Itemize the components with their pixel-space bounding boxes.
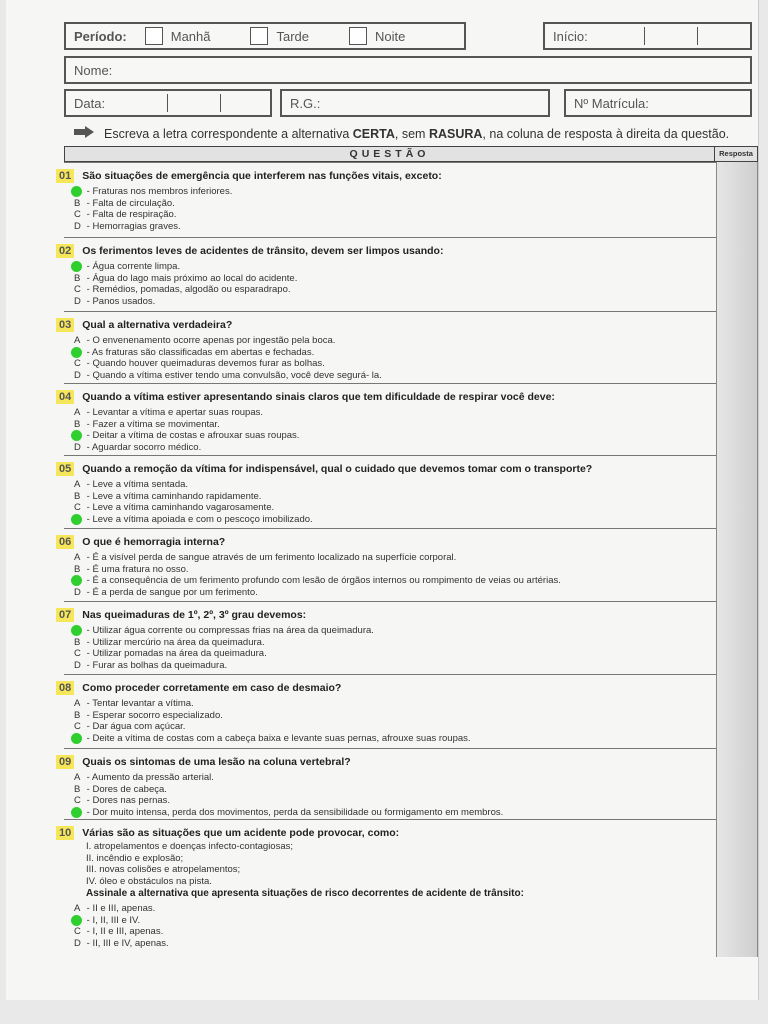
period-row	[64, 22, 466, 50]
option-text: Fazer a vítima se movimentar.	[92, 418, 220, 430]
option-text: Quando a vítima estiver tendo uma convulsão, você deve segurá- la.	[92, 369, 382, 381]
table-header	[64, 146, 758, 162]
option-c[interactable]	[74, 358, 716, 370]
option-list	[74, 698, 716, 744]
selected-mark-icon	[71, 261, 82, 272]
option-text: II e III, apenas.	[92, 903, 156, 914]
selected-mark-icon	[71, 430, 82, 441]
periodo-label: Período:	[74, 28, 127, 44]
option-letter: A	[74, 552, 81, 563]
option-separator: -	[84, 586, 93, 598]
option-letter: A	[74, 698, 81, 709]
option-separator: -	[84, 625, 93, 636]
option-separator: -	[84, 772, 92, 783]
option-separator: -	[84, 648, 93, 659]
option-d[interactable]	[74, 296, 716, 308]
option-d[interactable]	[74, 514, 716, 526]
option-letter: D	[74, 659, 81, 671]
question-title	[59, 460, 716, 477]
option-separator: -	[84, 552, 93, 563]
option-d[interactable]	[74, 442, 716, 454]
option-text: Deite a vítima de costas com a cabeça baixa e levante suas pernas, afrouxe suas roupas.	[92, 732, 471, 744]
option-separator: -	[84, 709, 93, 721]
option-d[interactable]	[74, 587, 716, 599]
option-text: Esperar socorro especializado.	[92, 709, 223, 721]
option-letter: A	[74, 772, 81, 783]
statement: II. incêndio e explosão;	[86, 852, 184, 864]
option-separator: -	[84, 490, 93, 502]
option-c[interactable]	[74, 209, 716, 221]
option-text: Furar as bolhas da queimadura.	[92, 659, 228, 671]
divider	[697, 27, 698, 45]
question-number: 08	[56, 681, 74, 695]
option-separator: -	[84, 659, 93, 671]
option-separator: -	[84, 335, 93, 346]
option-text: Dar água com açúcar.	[92, 721, 186, 732]
option-d[interactable]	[74, 733, 716, 745]
option-text: Aumento da pressão arterial.	[91, 772, 214, 783]
option-separator: -	[84, 358, 93, 369]
option-letter: B	[74, 197, 81, 209]
option-b[interactable]	[74, 784, 716, 796]
option-text: O envenenamento ocorre apenas por ingestão pela boca.	[92, 335, 336, 346]
option-text: É a perda de sangue por um ferimento.	[92, 586, 258, 598]
question-number: 04	[56, 390, 74, 404]
option-separator: -	[84, 209, 93, 220]
checkbox-noite[interactable]	[349, 27, 367, 45]
question-title	[59, 679, 716, 696]
option-separator: -	[84, 261, 93, 272]
option-list	[74, 261, 716, 307]
option-separator: -	[84, 783, 93, 795]
option-a[interactable]	[74, 772, 716, 784]
statement: III. novas colisões e atropelamentos;	[86, 864, 241, 875]
instruction	[74, 126, 729, 141]
option-letter: D	[74, 937, 81, 949]
option-a[interactable]	[74, 625, 716, 637]
selected-mark-icon	[71, 186, 82, 197]
option-c[interactable]	[74, 284, 716, 296]
option-letter: D	[74, 295, 81, 307]
question-text: O que é hemorragia interna?	[82, 535, 226, 548]
option-c[interactable]	[74, 430, 716, 442]
selected-mark-icon	[71, 733, 82, 744]
option-letter: D	[74, 220, 81, 232]
checkbox-tarde[interactable]	[250, 27, 268, 45]
statement: IV. óleo e obstáculos na pista.	[86, 875, 212, 887]
option-list	[74, 335, 716, 381]
option-c[interactable]	[74, 502, 716, 514]
option-separator: -	[84, 441, 92, 453]
question-title	[59, 606, 716, 623]
option-separator: -	[84, 721, 93, 732]
question-text: Qual a alternativa verdadeira?	[82, 318, 233, 331]
option-a[interactable]	[74, 479, 716, 491]
option-a[interactable]	[74, 186, 716, 198]
option-separator: -	[84, 795, 93, 806]
period-option-tarde[interactable]: Tarde	[210, 27, 309, 45]
option-separator: -	[84, 418, 93, 430]
option-text: É a consequência de um ferimento profundo com lesão de órgãos internos ou rompimento de veias ou artérias.	[92, 575, 561, 586]
option-letter: A	[74, 479, 81, 490]
question-column-header: QUESTÃO	[65, 147, 715, 161]
option-letter: A	[74, 903, 81, 914]
nome-label: Nome:	[74, 62, 113, 78]
question-text: São situações de emergência que interferem nas funções vitais, exceto:	[82, 169, 442, 182]
option-text: Utilizar água corrente ou compressas frias na área da queimadura.	[92, 625, 374, 636]
option-text: É uma fratura no osso.	[92, 563, 189, 575]
question-01	[59, 162, 716, 238]
question-06	[59, 528, 716, 602]
option-letter: A	[74, 335, 81, 346]
question-03	[59, 311, 716, 384]
option-c[interactable]	[74, 926, 716, 938]
option-separator: -	[84, 272, 93, 284]
question-text: Nas queimaduras de 1º, 2º, 3º grau devemos:	[82, 608, 307, 621]
instruction-text: Escreva a letra correspondente a alternativa CERTA, sem RASURA, na coluna de resposta à direita da questão.	[104, 126, 730, 141]
option-separator: -	[84, 636, 93, 648]
option-letter: D	[74, 441, 81, 453]
option-letter: C	[74, 284, 81, 295]
rg-label: R.G.:	[290, 95, 321, 111]
option-d[interactable]	[74, 221, 716, 233]
question-number: 01	[56, 169, 74, 183]
option-separator: -	[84, 806, 93, 818]
option-text: Panos usados.	[92, 295, 156, 307]
option-a[interactable]	[74, 552, 716, 564]
option-letter: C	[74, 502, 81, 513]
option-text: Dores nas pernas.	[92, 795, 171, 806]
option-text: Dores de cabeça.	[92, 783, 167, 795]
selected-mark-icon	[71, 807, 82, 818]
option-separator: -	[84, 513, 93, 525]
option-separator: -	[84, 295, 93, 307]
option-letter: B	[74, 783, 81, 795]
option-c[interactable]	[74, 575, 716, 587]
question-text: Várias são as situações que um acidente pode provocar, como:	[82, 826, 400, 839]
selected-mark-icon	[71, 347, 82, 358]
checkbox-manha[interactable]	[145, 27, 163, 45]
option-separator: -	[84, 284, 93, 295]
question-text: Os ferimentos leves de acidentes de trânsito, devem ser limpos usando:	[82, 244, 444, 257]
option-separator: -	[84, 903, 93, 914]
divider	[167, 94, 168, 112]
option-separator: -	[84, 346, 92, 358]
option-separator: -	[84, 430, 93, 441]
option-text: Falta de circulação.	[92, 197, 175, 209]
rg-field[interactable]	[280, 89, 550, 117]
question-title	[59, 753, 716, 770]
question-number: 06	[56, 535, 74, 549]
option-list	[74, 407, 716, 453]
option-letter: B	[74, 636, 81, 648]
option-b[interactable]	[74, 347, 716, 359]
statement: I. atropelamentos e doenças infecto-contagiosas;	[86, 841, 294, 852]
question-title	[59, 316, 716, 333]
option-letter: B	[74, 272, 81, 284]
option-text: Leve a vítima caminhando vagarosamente.	[92, 502, 275, 513]
option-text: I, II, III e IV.	[92, 914, 141, 926]
question-10	[59, 819, 716, 958]
option-letter: C	[74, 358, 81, 369]
option-text: Leve a vítima apoiada e com o pescoço imobilizado.	[92, 513, 313, 525]
option-separator: -	[84, 732, 93, 744]
question-prompt: Assinale a alternativa que apresenta situações de risco decorrentes de acidente de trânsito:	[86, 888, 524, 899]
option-separator: -	[84, 407, 93, 418]
option-text: Quando houver queimaduras devemos furar as bolhas.	[92, 358, 325, 369]
option-a[interactable]	[74, 335, 716, 347]
option-text: Utilizar mercúrio na área da queimadura.	[92, 636, 265, 648]
option-list	[74, 625, 716, 671]
option-a[interactable]	[74, 698, 716, 710]
option-separator: -	[84, 479, 93, 490]
selected-mark-icon	[71, 575, 82, 586]
option-letter: C	[74, 795, 81, 806]
option-a[interactable]	[74, 261, 716, 273]
divider	[644, 27, 645, 45]
question-05	[59, 455, 716, 529]
option-b[interactable]	[74, 273, 716, 285]
nome-field[interactable]	[64, 56, 752, 84]
period-option-manha[interactable]: Manhã	[127, 27, 211, 45]
period-option-noite[interactable]: Noite	[309, 27, 405, 45]
question-text: Quando a remoção da vítima for indispensável, qual o cuidado que devemos tomar com o transporte?	[82, 462, 593, 475]
question-text: Como proceder corretamente em caso de desmaio?	[82, 681, 342, 694]
selected-mark-icon	[71, 514, 82, 525]
option-text: Remédios, pomadas, algodão ou esparadrapo.	[92, 284, 291, 295]
data-field[interactable]	[64, 89, 272, 117]
option-d[interactable]	[74, 660, 716, 672]
option-text: Aguardar socorro médico.	[91, 441, 202, 453]
option-letter: B	[74, 418, 81, 430]
option-text: Levantar a vítima e apertar suas roupas.	[92, 407, 264, 418]
question-08	[59, 674, 716, 749]
answer-column-header: Resposta	[719, 149, 753, 158]
option-separator: -	[84, 369, 93, 381]
option-text: I, II e III, apenas.	[92, 926, 164, 937]
option-separator: -	[84, 926, 93, 937]
data-label: Data:	[74, 95, 106, 111]
answer-sheet	[6, 0, 759, 1000]
option-separator: -	[84, 197, 93, 209]
option-b[interactable]	[74, 564, 716, 576]
option-text: Utilizar pomadas na área da queimadura.	[92, 648, 267, 659]
option-text: Deitar a vítima de costas e afrouxar suas roupas.	[92, 430, 300, 441]
option-b[interactable]	[74, 915, 716, 927]
option-letter: D	[74, 586, 81, 598]
selected-mark-icon	[71, 625, 82, 636]
option-text: Leve a vítima sentada.	[92, 479, 189, 490]
option-separator: -	[84, 502, 93, 513]
option-letter: C	[74, 926, 81, 937]
option-letter: C	[74, 209, 81, 220]
option-a[interactable]	[74, 407, 716, 419]
divider	[220, 94, 221, 112]
question-number: 09	[56, 755, 74, 769]
question-04	[59, 383, 716, 456]
option-separator: -	[84, 914, 93, 926]
option-text: Leve a vítima caminhando rapidamente.	[92, 490, 262, 502]
option-list	[74, 903, 716, 949]
option-letter: B	[74, 563, 81, 575]
option-b[interactable]	[74, 198, 716, 210]
question-number: 07	[56, 608, 74, 622]
question-number: 03	[56, 318, 74, 332]
question-number: 05	[56, 462, 74, 476]
answer-column[interactable]	[716, 162, 758, 957]
option-separator: -	[84, 575, 93, 586]
question-title	[59, 533, 716, 550]
option-d[interactable]	[74, 370, 716, 382]
option-text: Tentar levantar a vítima.	[92, 698, 194, 709]
question-09	[59, 748, 716, 820]
option-text: Água corrente limpa.	[92, 261, 181, 272]
question-text: Quando a vítima estiver apresentando sinais claros que tem dificuldade de respirar você deve:	[82, 390, 555, 403]
question-title	[59, 388, 716, 405]
option-text: Fraturas nos membros inferiores.	[92, 186, 233, 197]
option-c[interactable]	[74, 648, 716, 660]
question-title	[59, 167, 716, 184]
option-letter: A	[74, 407, 81, 418]
option-text: Falta de respiração.	[92, 209, 177, 220]
option-list	[74, 772, 716, 818]
inicio-field[interactable]	[543, 22, 752, 50]
option-separator: -	[84, 698, 93, 709]
option-letter: C	[74, 648, 81, 659]
option-b[interactable]	[74, 419, 716, 431]
option-a[interactable]	[74, 903, 716, 915]
option-b[interactable]	[74, 637, 716, 649]
option-separator: -	[84, 186, 93, 197]
option-letter: C	[74, 721, 81, 732]
question-07	[59, 601, 716, 675]
option-letter: B	[74, 490, 81, 502]
option-c[interactable]	[74, 721, 716, 733]
option-letter: D	[74, 369, 81, 381]
option-text: Água do lago mais próximo ao local do acidente.	[92, 272, 298, 284]
selected-mark-icon	[71, 915, 82, 926]
question-number: 10	[56, 826, 74, 840]
arrow-right-icon	[74, 126, 94, 141]
matricula-field[interactable]	[564, 89, 752, 117]
question-title	[59, 824, 716, 841]
option-d[interactable]	[74, 938, 716, 950]
matricula-label: Nº Matrícula:	[574, 95, 649, 111]
option-letter: B	[74, 709, 81, 721]
question-text: Quais os sintomas de uma lesão na coluna vertebral?	[82, 755, 351, 768]
option-list	[74, 552, 716, 598]
inicio-label: Início:	[553, 28, 588, 44]
option-text: As fraturas são classificadas em abertas e fechadas.	[91, 346, 315, 358]
option-text: É a visível perda de sangue através de um ferimento localizado na superfície corporal.	[92, 552, 457, 563]
option-text: Hemorragias graves.	[92, 220, 181, 232]
option-c[interactable]	[74, 795, 716, 807]
option-d[interactable]	[74, 807, 716, 819]
option-text: II, III e IV, apenas.	[92, 937, 169, 949]
option-b[interactable]	[74, 491, 716, 503]
option-separator: -	[84, 937, 93, 949]
option-list	[74, 479, 716, 525]
question-02	[59, 237, 716, 312]
option-separator: -	[84, 220, 93, 232]
option-text: Dor muito intensa, perda dos movimentos, perda da sensibilidade ou formigamento em membros.	[92, 806, 504, 818]
question-title	[59, 242, 716, 259]
option-b[interactable]	[74, 710, 716, 722]
question-number: 02	[56, 244, 74, 258]
option-list	[74, 186, 716, 232]
option-separator: -	[84, 563, 93, 575]
